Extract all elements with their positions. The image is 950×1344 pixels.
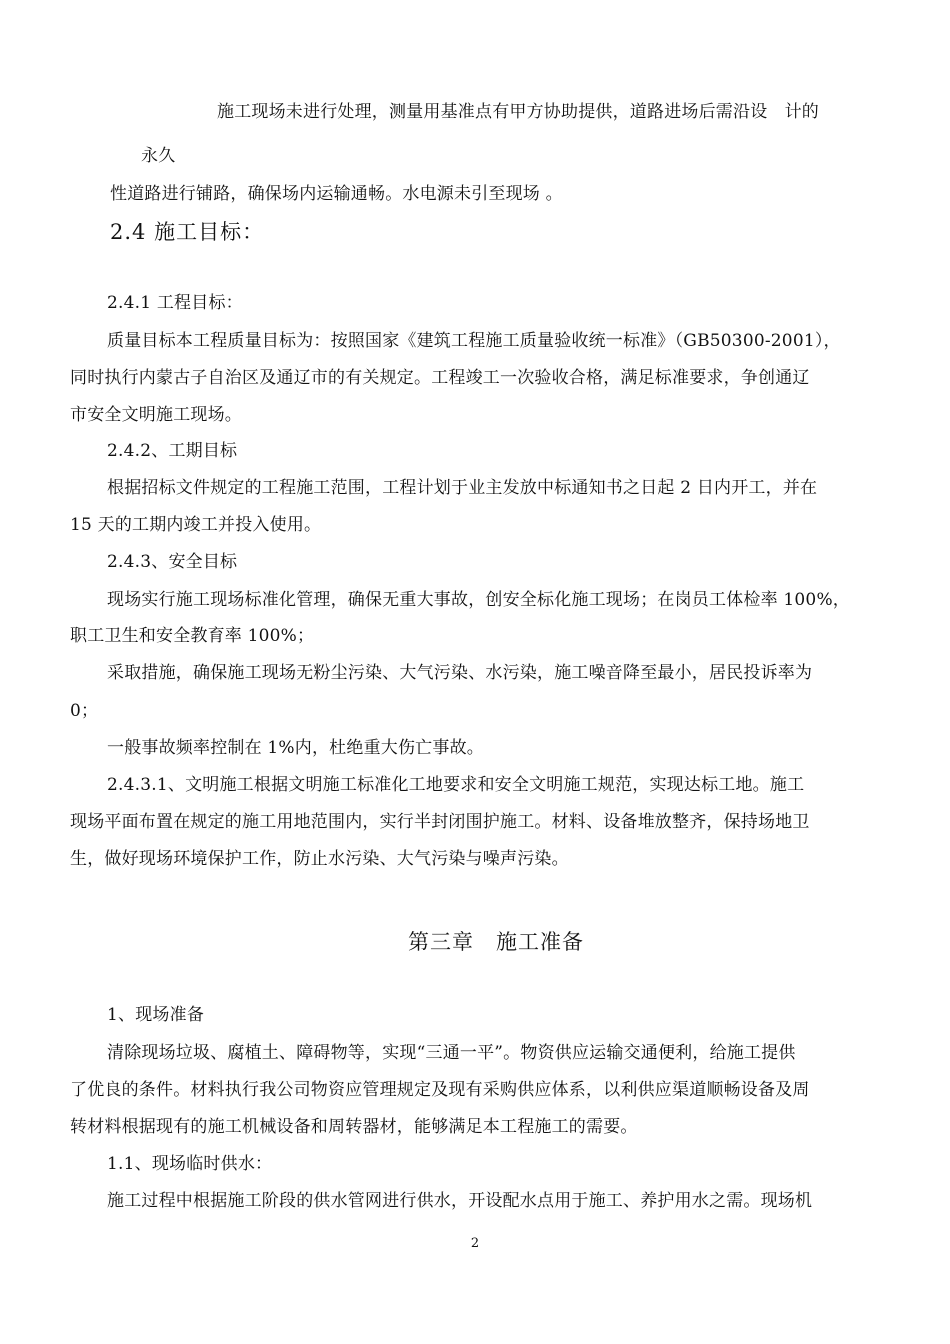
subsection-heading: 2.4.2、工期目标 xyxy=(107,441,238,461)
paragraph-line: 采取措施，确保施工现场无粉尘污染、大气污染、水污染，施工噪音降至最小，居民投诉率为 xyxy=(107,663,813,683)
paragraph-line: 性道路进行铺路，确保场内运输通畅。水电源未引至现场 。 xyxy=(110,184,563,204)
paragraph-line: 0； xyxy=(70,701,99,721)
subsection-heading: 2.4.1 工程目标： xyxy=(107,293,243,313)
section-heading: 2.4 施工目标： xyxy=(110,220,265,244)
paragraph-line: 转材料根据现有的施工机械设备和周转器材，能够满足本工程施工的需要。 xyxy=(70,1117,638,1137)
paragraph-line: 永久 xyxy=(141,146,176,166)
paragraph-line: 施工现场未进行处理，测量用基准点有甲方协助提供，道路进场后需沿设 计的 xyxy=(217,102,819,122)
paragraph-line: 2.4.3.1、文明施工根据文明施工标准化工地要求和安全文明施工规范，实现达标工地。施工 xyxy=(107,775,805,795)
paragraph-line: 根据招标文件规定的工程施工范围，工程计划于业主发放中标通知书之日起 2 日内开工，并在 xyxy=(107,478,818,498)
subsection-heading: 1.1、现场临时供水： xyxy=(107,1154,273,1174)
paragraph-line: 同时执行内蒙古子自治区及通辽市的有关规定。工程竣工一次验收合格，满足标准要求，争创通辽 xyxy=(70,368,810,388)
subsection-heading: 2.4.3、安全目标 xyxy=(107,552,238,572)
paragraph-line: 清除现场垃圾、腐植土、障碍物等，实现“三通一平”。物资供应运输交通便利，给施工提供 xyxy=(107,1043,796,1063)
paragraph-line: 职工卫生和安全教育率 100%； xyxy=(70,626,315,646)
paragraph-line: 15 天的工期内竣工并投入使用。 xyxy=(70,515,322,535)
paragraph-line: 施工过程中根据施工阶段的供水管网进行供水，开设配水点用于施工、养护用水之需。现场机 xyxy=(107,1191,813,1211)
paragraph-line: 生，做好现场环境保护工作，防止水污染、大气污染与噪声污染。 xyxy=(70,849,569,869)
paragraph-line: 现场平面布置在规定的施工用地范围内，实行半封闭围护施工。材料、设备堆放整齐，保持场地卫 xyxy=(70,812,810,832)
paragraph-line: 市安全文明施工现场。 xyxy=(70,405,242,425)
paragraph-line: 现场实行施工现场标准化管理，确保无重大事故，创安全标化施工现场；在岗员工体检率 100%， xyxy=(107,590,851,610)
paragraph-line: 质量目标本工程质量目标为：按照国家《建筑工程施工质量验收统一标准》（GB50300-2001）， xyxy=(107,331,841,351)
paragraph-line: 了优良的条件。材料执行我公司物资应管理规定及现有采购供应体系，以利供应渠道顺畅设备及周 xyxy=(70,1080,810,1100)
paragraph-line: 一般事故频率控制在 1%内，杜绝重大伤亡事故。 xyxy=(107,738,484,758)
page-number: 2 xyxy=(470,1236,480,1251)
subsection-heading: 1、现场准备 xyxy=(107,1005,205,1025)
chapter-title: 第三章 施工准备 xyxy=(408,930,584,954)
